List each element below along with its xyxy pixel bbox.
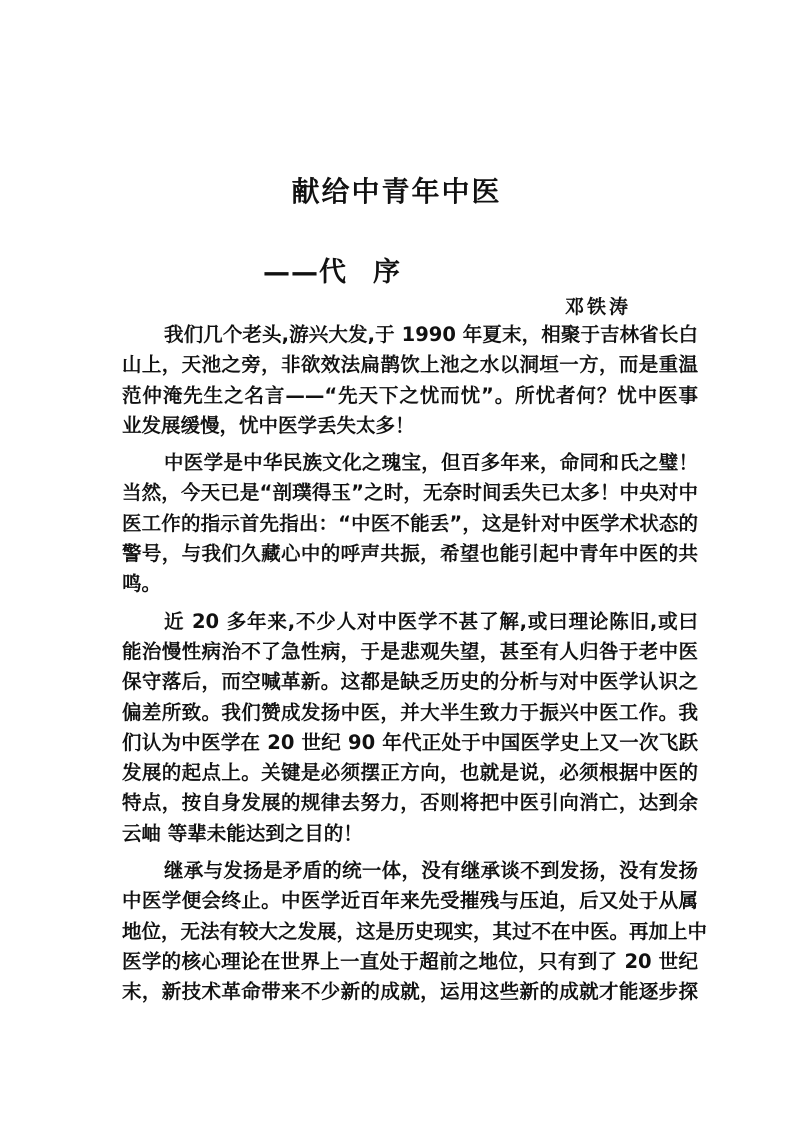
text-line: 特点，按自身发展的规律去努力，否则将把中医引向消亡，达到余: [122, 791, 698, 815]
text-line: 范仲淹先生之名言——“先天下之忧而忧”。所忧者何？忧中医事: [122, 383, 698, 407]
text-line: 们认为中医学在 20 世纪 90 年代正处于中国医学史上又一次飞跃: [122, 730, 698, 754]
paragraph: [122, 856, 708, 1007]
text-line: 发展的起点上。关键是必须摆正方向，也就是说，必须根据中医的: [122, 761, 698, 785]
text-line: 业发展缓慢，忧中医学丢失太多！: [122, 413, 415, 437]
text-line: 当然，今天已是“剖璞得玉”之时，无奈时间丢失已太多！中央对中: [122, 481, 698, 505]
text-line: 中医学便会终止。中医学近百年来先受摧残与压迫，后又处于从属: [122, 889, 698, 913]
text-line: 近 20 多年来,不少人对中医学不甚了解,或曰理论陈旧,或曰: [164, 609, 698, 633]
text-line: 能治慢性病治不了急性病，于是悲观失望，甚至有人归咎于老中医: [122, 639, 698, 663]
text-line: 末，新技术革命带来不少新的成就，运用这些新的成就才能逐步探: [122, 980, 698, 1004]
document-subtitle: [263, 250, 401, 289]
text-line: 地位，无法有较大之发展，这是历史现实，其过不在中医。再加上中: [122, 919, 708, 943]
text-line: 中医学是中华民族文化之瑰宝，但百多年来，命同和氏之璧！: [164, 451, 698, 475]
text-line: 偏差所致。我们赞成发扬中医，并大半生致力于振兴中医工作。我: [122, 700, 698, 724]
text-line: 继承与发扬是矛盾的统一体，没有继承谈不到发扬，没有发扬: [164, 859, 698, 883]
subtitle-part2: 序: [373, 257, 401, 288]
document-title: 献给中青年中医: [291, 175, 502, 208]
text-line: 云岫 等辈未能达到之目的！: [122, 821, 363, 845]
text-line: 医工作的指示首先指出：“中医不能丢”，这是针对中医学术状态的: [122, 511, 698, 535]
text-line: 我们几个老头,游兴大发,于 1990 年夏末，相聚于吉林省长白: [164, 323, 698, 346]
text-line: 警号，与我们久藏心中的呼声共振，希望也能引起中青年中医的共: [122, 542, 698, 566]
paragraph: [122, 607, 698, 849]
paragraph: [122, 448, 698, 599]
paragraph: [122, 320, 698, 441]
document-body: [122, 320, 708, 1015]
author-name: 邓铁涛: [565, 296, 632, 318]
text-line: 医学的核心理论在世界上一直处于超前之地位，只有到了 20 世纪: [122, 949, 698, 973]
subtitle-dash: ——: [263, 257, 319, 288]
text-line: 山上，天池之旁，非欲效法扁鹊饮上池之水以洞垣一方，而是重温: [122, 353, 698, 377]
subtitle-part1: 代: [319, 257, 347, 288]
text-line: 保守落后，而空喊革新。这都是缺乏历史的分析与对中医学认识之: [122, 670, 698, 694]
text-line: 鸣。: [122, 572, 162, 596]
